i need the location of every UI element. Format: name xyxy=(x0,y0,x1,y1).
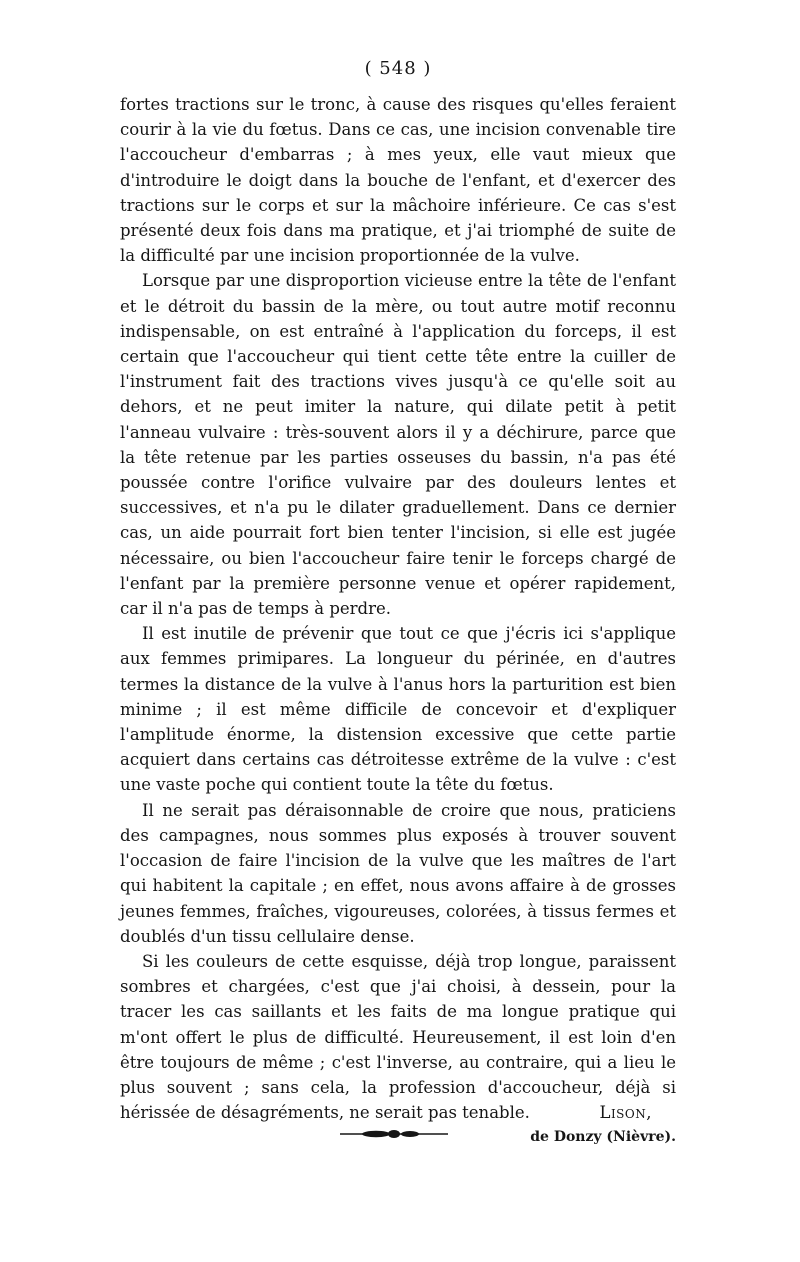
page-number: ( 548 ) xyxy=(364,58,432,79)
paragraph-5: Si les couleurs de cette esquisse, déjà trop longue, paraissent sombres et chargées, c'est que j'ai choisi, à dessein, pour la tracer les cas saillants et les faits de ma longue pratique qui m'ont offert le plus de difficulté. Heureusement, il est loin d'en être toujours de même ; c'est l'inverse, au contraire, qui a lieu le plus souvent ; sans cela, la profession d'accoucheur, déjà si hérissée de désagréments, ne serait pas tenable. xyxy=(120,951,676,1123)
body-text xyxy=(120,92,676,1125)
end-ornament xyxy=(340,1128,448,1140)
paragraph-1: fortes tractions sur le tronc, à cause des risques qu'elles feraient courir à la vie du fœtus. Dans ce cas, une incision convenable tire l'accoucheur d'embarras ; à mes yeux, elle vaut mieux que d'introduire le doigt dans la bouche de l'enfant, et d'exercer des tractions sur le corps et sur la mâchoire inférieure. Ce cas s'est présenté deux fois dans ma pratique, et j'ai triomphé de suite de la difficulté par une incision proportionnée de la vulve. xyxy=(120,95,676,266)
author-name: Lison, xyxy=(599,1103,652,1123)
paragraph-2: Lorsque par une disproportion vicieuse entre la tête de l'enfant et le détroit du bassin de la mère, ou tout autre motif reconnu indispensable, on est entraîné à l'application du forceps, il est certain que l'accoucheur qui tient cette tête entre la cuiller de l'instrument fait des tractions vives jusqu'à ce qu'elle soit au dehors, et ne peut imiter la nature, qui dilate petit à petit l'anneau vulvaire : très-souvent alors il y a déchirure, parce que la tête retenue par les parties osseuses du bassin, n'a pas été poussée contre l'orifice vulvaire par des douleurs lentes et successives, et n'a pu le dilater graduellement. Dans ce dernier cas, un aide pourrait fort bien tenter l'incision, si elle est jugée nécessaire, ou bien l'accoucheur faire tenir le forceps chargé de l'enfant par la première personne venue et opérer rapidement, car il n'a pas de temps à perdre. xyxy=(120,271,676,619)
paragraph-4: Il ne serait pas déraisonnable de croire que nous, praticiens des campagnes, nous sommes plus exposés à trouver souvent l'occasion de faire l'incision de la vulve que les maîtres de l'art qui habitent la capitale ; en effet, nous avons affaire à de grosses jeunes femmes, fraîches, vigoureuses, colorées, à tissus fermes et doublés d'un tissu cellulaire dense. xyxy=(120,800,676,946)
paragraph-3: Il est inutile de prévenir que tout ce que j'écris ici s'applique aux femmes primipares. La longueur du périnée, en d'autres termes la distance de la vulve à l'anus hors la parturition est bien minime ; il est même difficile de concevoir et d'expliquer l'amplitude énorme, la distension excessive que cette partie acquiert dans certains cas détroitesse extrême de la vulve : c'est une vaste poche qui contient toute la tête du fœtus. xyxy=(120,624,676,795)
author-place: de Donzy (Nièvre). xyxy=(530,1129,676,1146)
page-content xyxy=(120,58,676,1155)
